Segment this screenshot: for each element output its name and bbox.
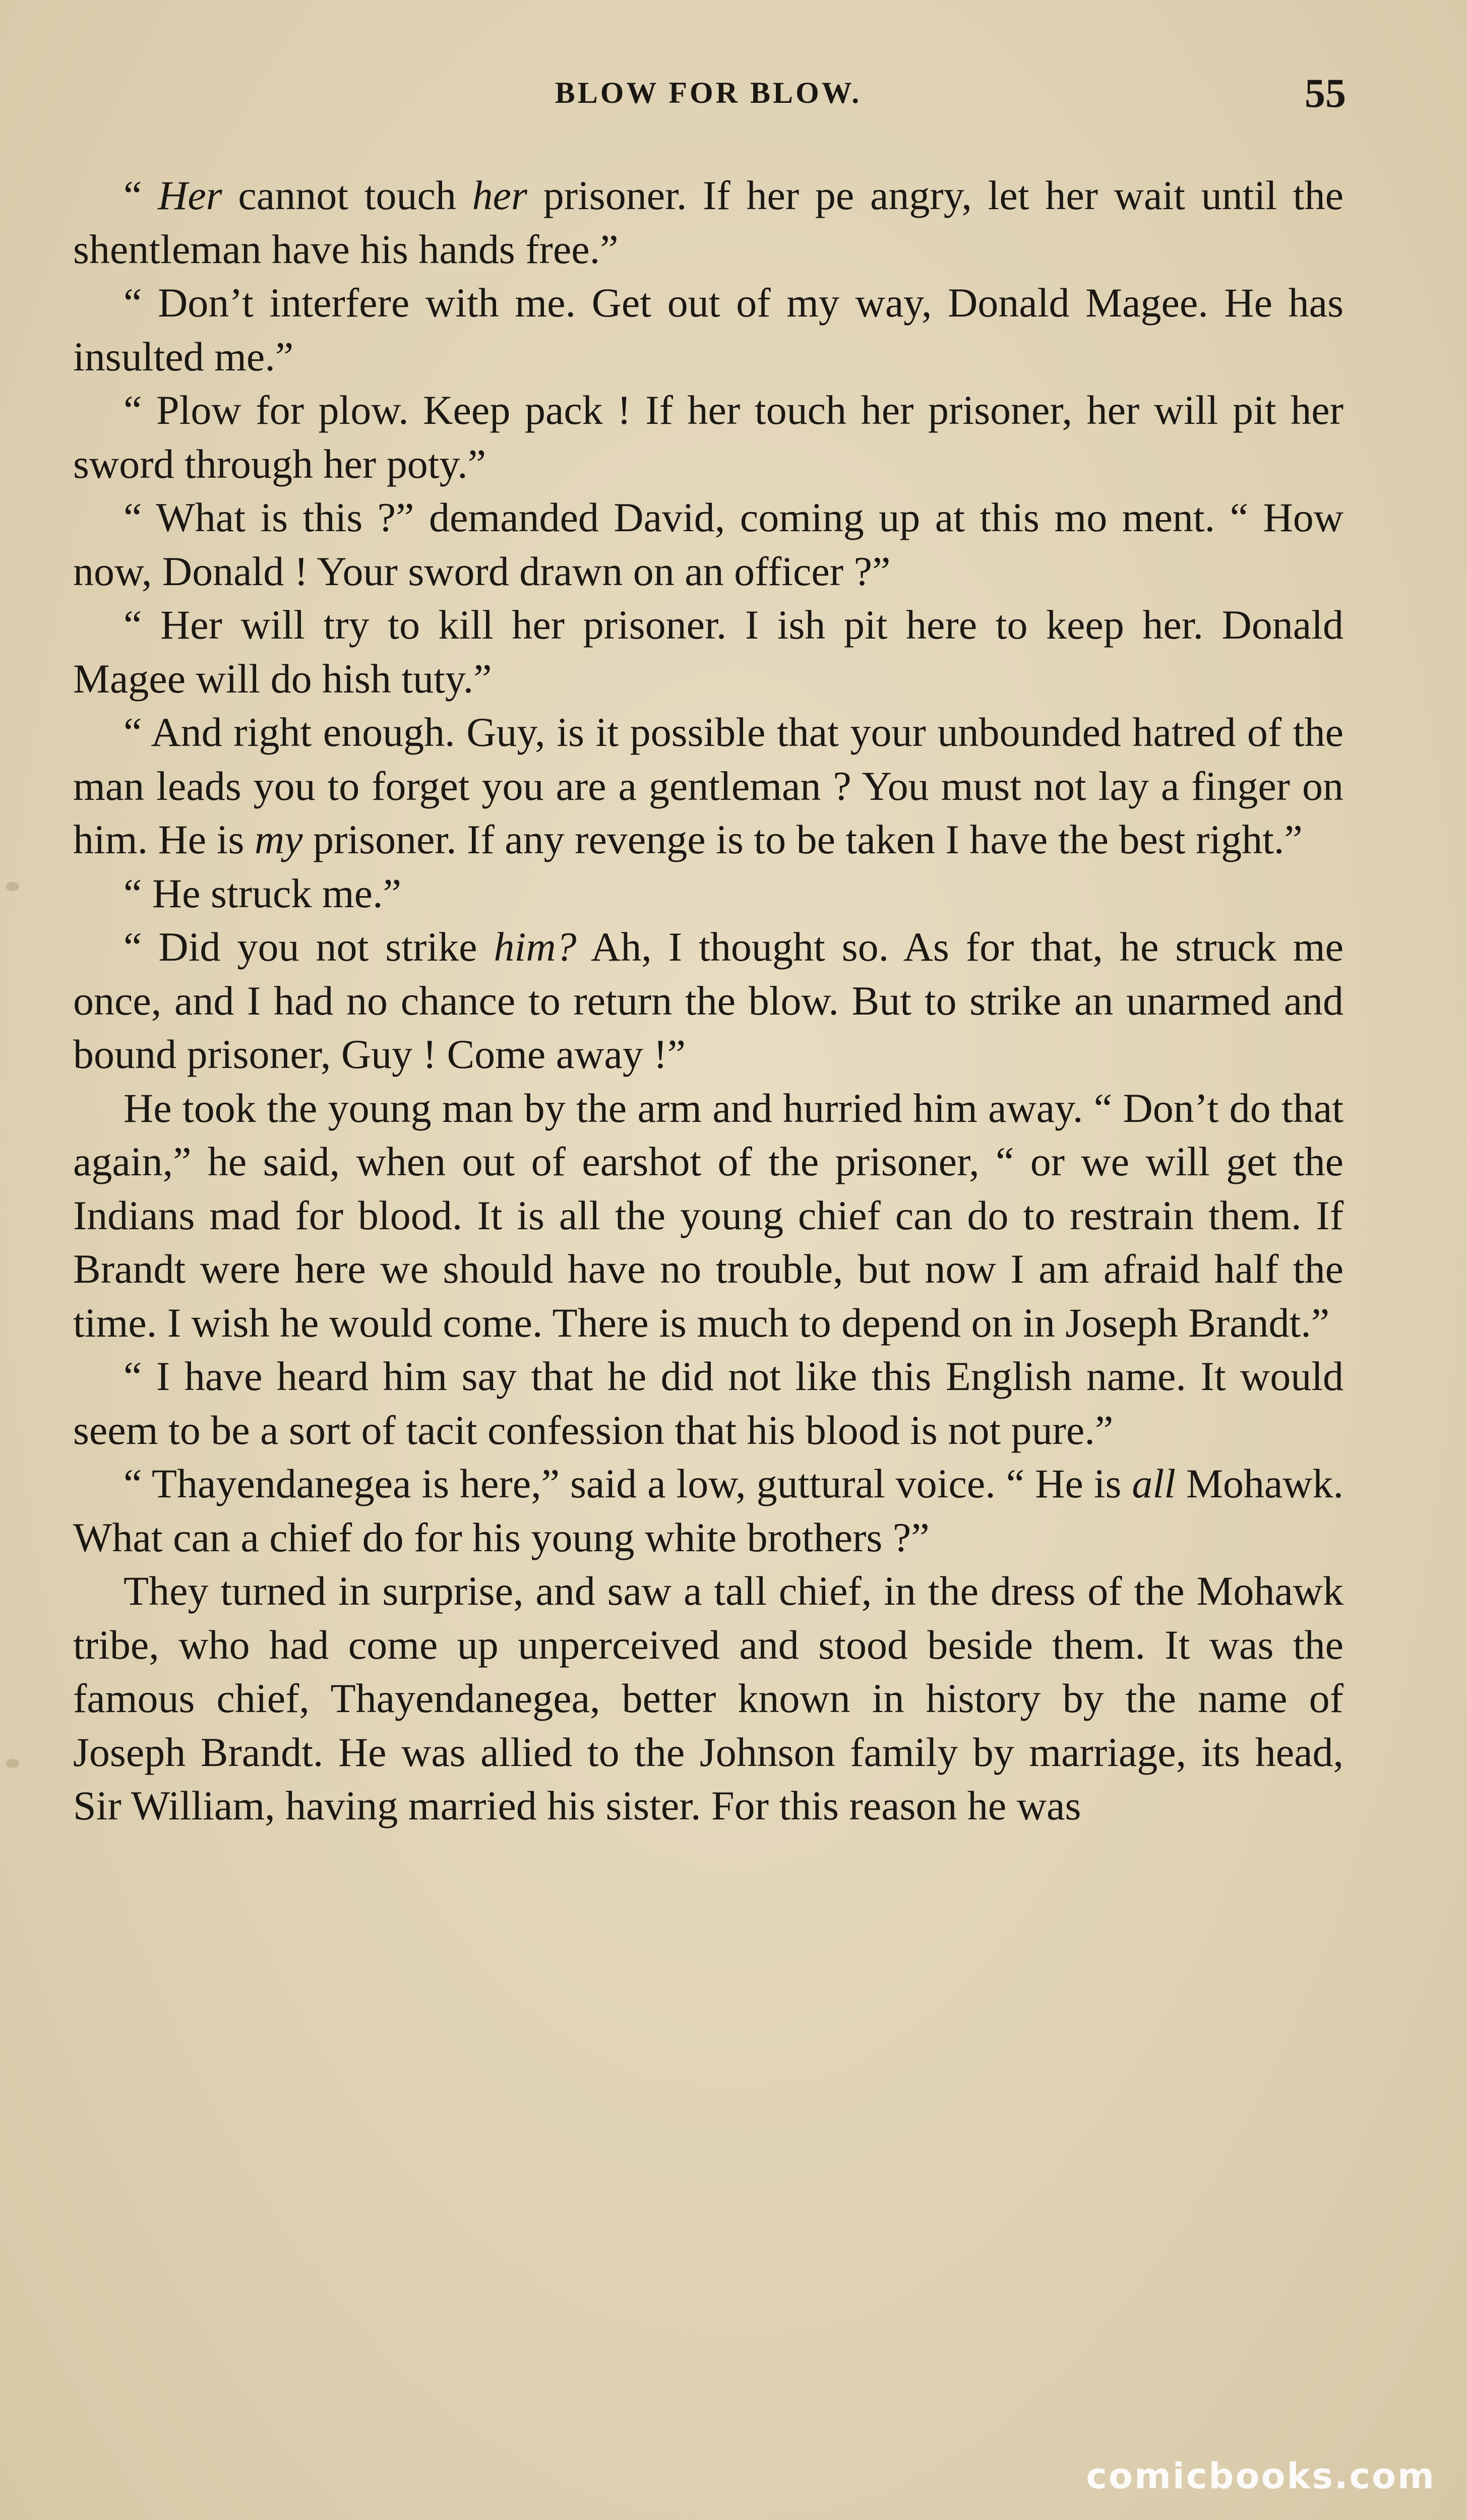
italic-text: all [1132, 1461, 1176, 1506]
paragraph [73, 491, 1343, 598]
paragraph [73, 384, 1343, 491]
text-run: “ Don’t interfere with me. Get out of my way, Donald Magee. He has insulted me.” [73, 280, 1343, 380]
italic-text: Her [158, 172, 222, 218]
text-run: Ah, I thought so. As for that, he struck me once, and I had no chance to return the blow. But to strike an unarmed and bound prisoner, Guy ! Come away !” [73, 924, 1343, 1077]
italic-text: him? [494, 924, 577, 970]
page-edge-stain [6, 1759, 19, 1768]
paragraph [73, 1350, 1343, 1457]
italic-text: her [472, 172, 527, 218]
paragraph [73, 598, 1343, 706]
text-run: Mohawk. What can a chief do for his young white brothers ?” [73, 1461, 1343, 1560]
text-run: “ He struck me.” [124, 870, 401, 916]
text-run: “ Her will try to kill her prisoner. I ish pit here to keep her. Donald Magee will do hish tuty.” [73, 602, 1343, 702]
text-run: “ And right enough. Guy, is it possible that your unbounded hatred of the man leads you to forget you are a gentleman ? You must not lay a finger on him. He is [73, 709, 1343, 862]
italic-text: my [254, 816, 303, 862]
paragraph [73, 920, 1343, 1082]
running-title: BLOW FOR BLOW. [555, 76, 862, 109]
text-run: “ I have heard him say that he did not like this English name. It would seem to be a sort of tacit confession that his blood is not pure.” [73, 1353, 1343, 1453]
text-run: prisoner. If any revenge is to be taken I have the best right.” [302, 816, 1303, 862]
body-text [73, 169, 1343, 1833]
text-run: “ Did you not strike [124, 924, 494, 970]
page-edge-stain [6, 882, 19, 891]
paragraph [73, 276, 1343, 384]
paragraph [73, 706, 1343, 867]
paragraph [73, 169, 1343, 276]
text-run: “ [124, 172, 158, 218]
text-run: They turned in surprise, and saw a tall chief, in the dress of the Mohawk tribe, who had come up unperceived and stood beside them. It was the famous chief, Thayendanegea, better known in history by the name of Joseph Brandt. He was allied to the Johnson family by marriage, its head, Sir William, having married his sister. For this reason he was [73, 1568, 1343, 1829]
text-run: “ Plow for plow. Keep pack ! If her touch her prisoner, her will pit her sword through her poty.” [73, 387, 1343, 487]
paragraph [73, 867, 1343, 921]
site-watermark: comicbooks.com [1086, 2455, 1436, 2497]
paragraph [73, 1564, 1343, 1833]
paragraph [73, 1082, 1343, 1350]
text-run: “ What is this ?” demanded David, coming up at this mo ment. “ How now, Donald ! Your sword drawn on an officer ?” [73, 494, 1343, 594]
text-run: “ Thayendanegea is here,” said a low, guttural voice. “ He is [124, 1461, 1132, 1506]
page-number: 55 [1305, 70, 1346, 116]
text-run: cannot touch [222, 172, 472, 218]
text-run: He took the young man by the arm and hurried him away. “ Don’t do that again,” he said, when out of earshot of the prisoner, “ or we will get the Indians mad for blood. It is all the young chief can do to restrain them. If Brandt were here we should have no trouble, but now I am afraid half the time. I wish he would come. There is much to depend on in Joseph Brandt.” [73, 1085, 1343, 1346]
text-run: prisoner. If her pe angry, let her wait until the shentleman have his hands free.” [73, 172, 1343, 272]
paragraph [73, 1457, 1343, 1564]
page-header [76, 70, 1346, 116]
